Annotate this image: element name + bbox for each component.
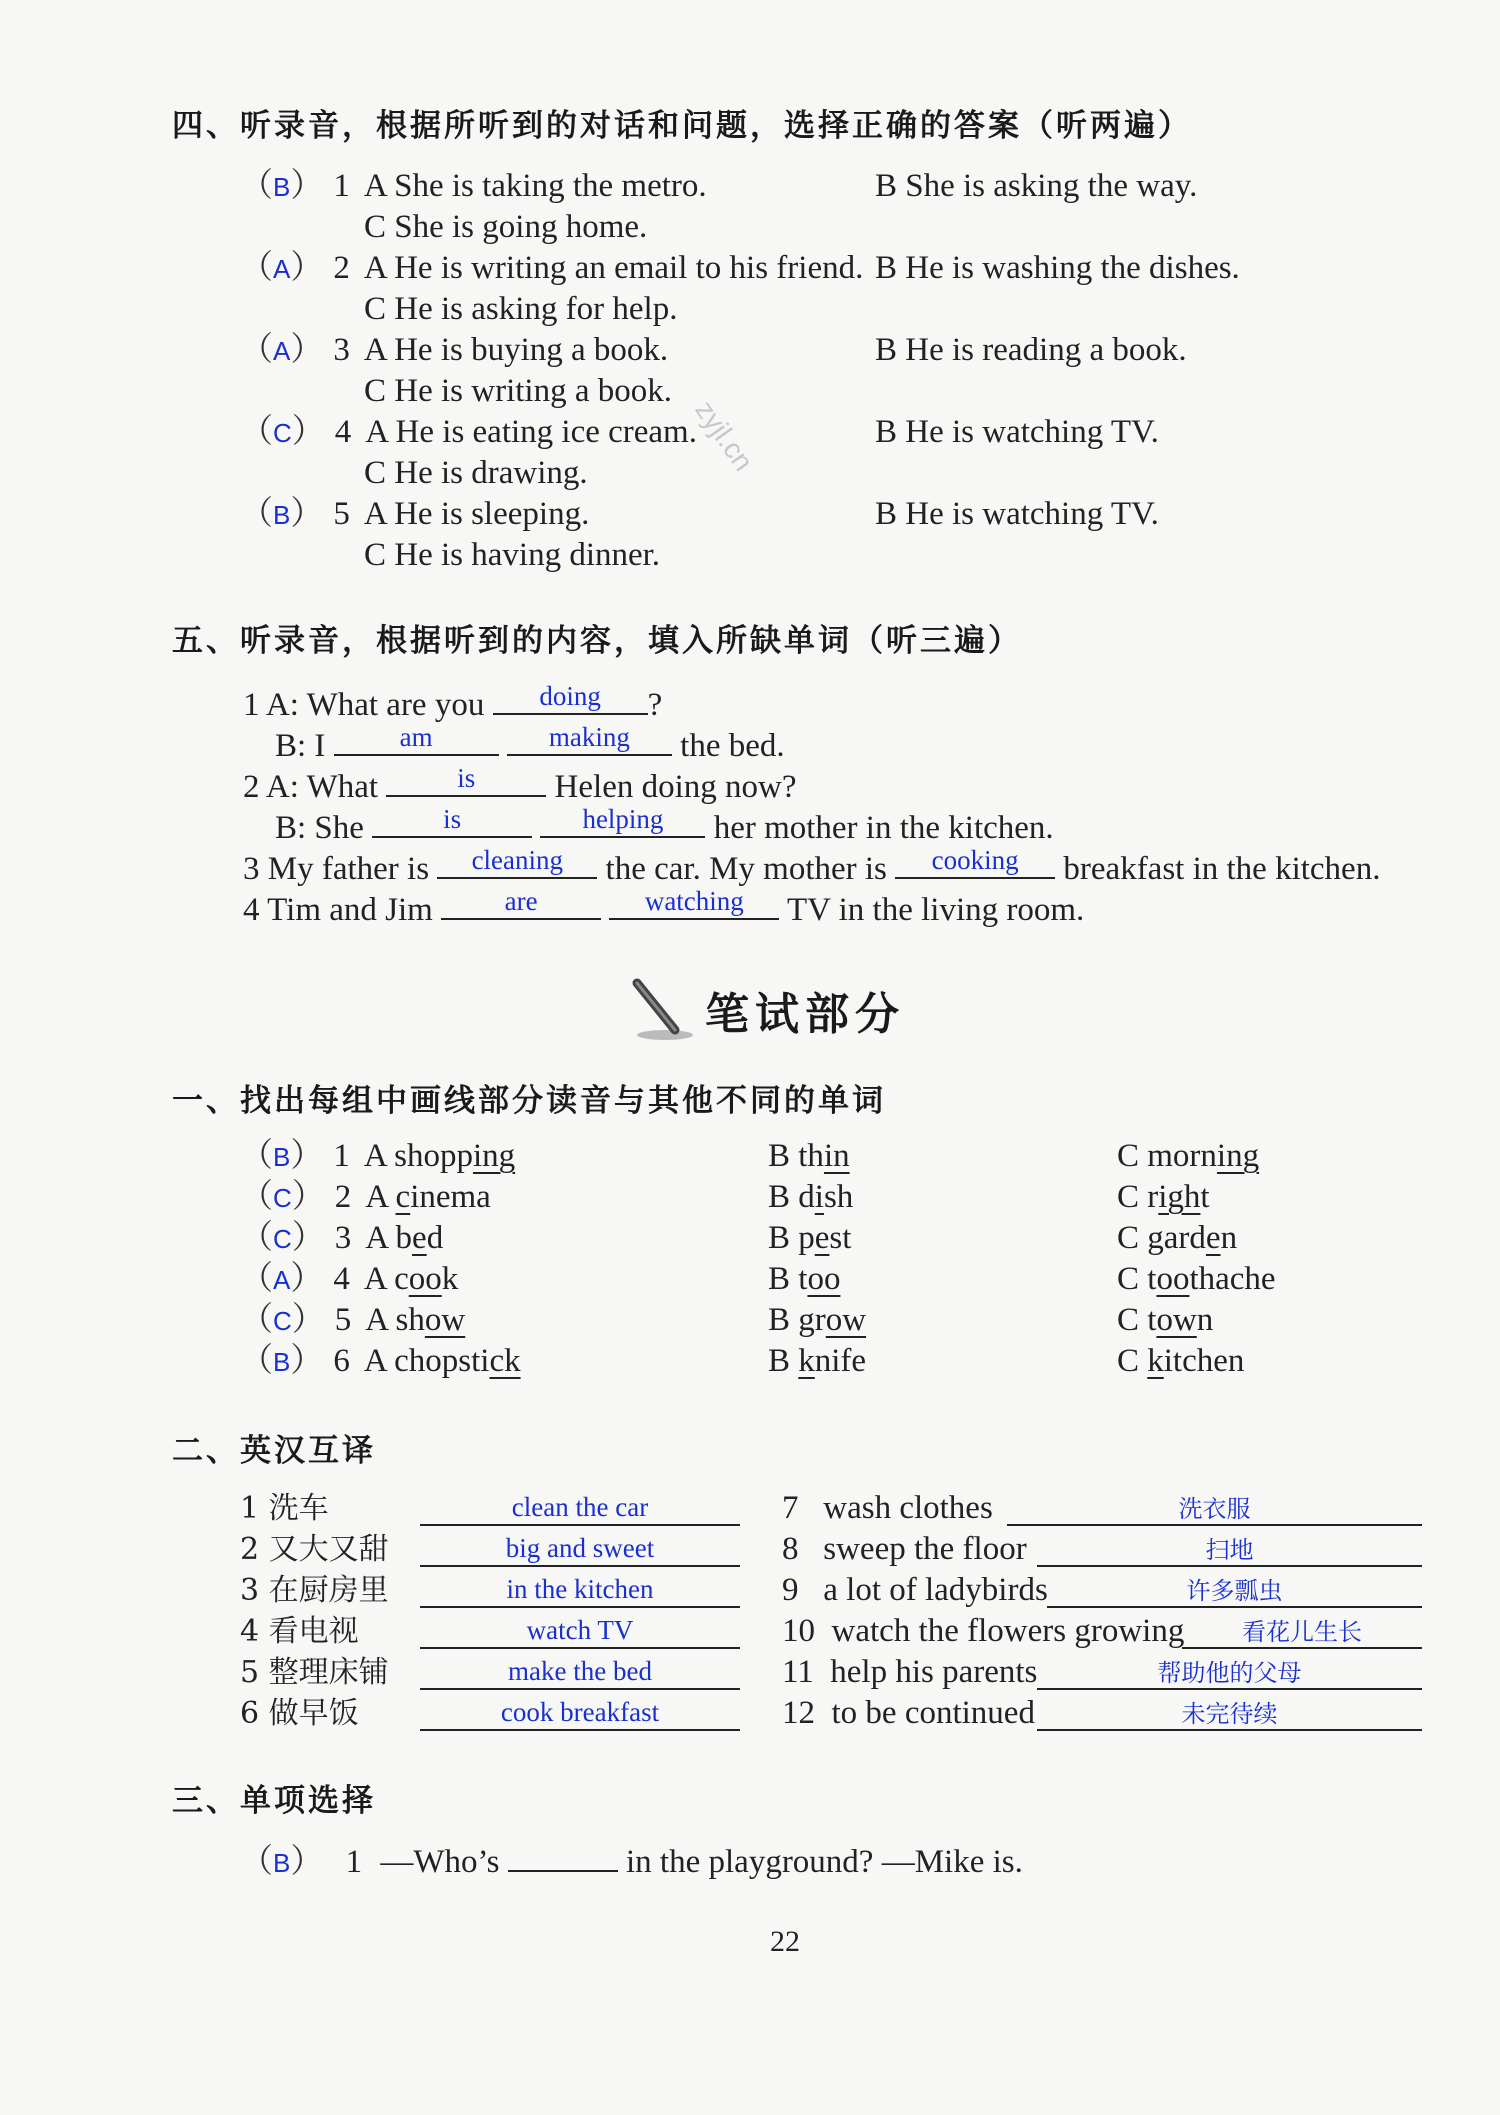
blank[interactable]: is xyxy=(386,765,546,797)
p1-question: （B） 1 A shopping xyxy=(240,1138,516,1174)
blank[interactable]: 许多瓢虫 xyxy=(1047,1576,1422,1608)
blank[interactable]: cook breakfast xyxy=(420,1699,740,1731)
option-b: B He is watching TV. xyxy=(875,414,1159,450)
answer-mark: B xyxy=(273,1142,291,1172)
option-b: B too xyxy=(768,1261,841,1297)
blank[interactable]: big and sweet xyxy=(420,1535,740,1567)
option-c: C morning xyxy=(1117,1138,1260,1174)
option-b: B He is watching TV. xyxy=(875,496,1159,532)
blank[interactable]: cleaning xyxy=(437,847,597,879)
blank[interactable] xyxy=(508,1840,618,1872)
written-part-title: 笔试部分 xyxy=(625,975,905,1045)
option-a: A cook xyxy=(363,1261,459,1297)
blank[interactable]: in the kitchen xyxy=(420,1576,740,1608)
p1-question: （B） 6 A chopstick xyxy=(240,1343,521,1379)
s4-question: （B） 5 A He is sleeping. xyxy=(240,496,590,532)
p1-question: （A） 4 A cook xyxy=(240,1261,459,1297)
watermark: zyjl.cn xyxy=(689,394,760,477)
option-a: A He is buying a book. xyxy=(363,332,669,368)
blank[interactable]: watch TV xyxy=(420,1617,740,1649)
blank[interactable]: is xyxy=(372,806,532,838)
blank[interactable]: make the bed xyxy=(420,1658,740,1690)
s5-line-3: 3 My father is cleaning the car. My mother is cooking breakfast in the kitchen. xyxy=(243,845,1381,887)
answer-mark: A xyxy=(273,1265,291,1295)
option-a: A chopstick xyxy=(363,1343,521,1379)
part-2-heading: 二、英汉互译 xyxy=(172,1433,376,1469)
option-c: C He is writing a book. xyxy=(364,373,672,409)
translation-item-left: 3 在厨房里 in the kitchen xyxy=(240,1574,740,1607)
part-3-heading: 三、单项选择 xyxy=(172,1783,376,1819)
answer-mark: C xyxy=(273,418,292,448)
answer-mark: C xyxy=(273,1306,292,1336)
blank[interactable]: 扫地 xyxy=(1037,1535,1422,1567)
s4-question: （A） 2 A He is writing an email to his friend. xyxy=(240,250,864,286)
translation-item-left: 4 看电视 watch TV xyxy=(240,1615,740,1648)
translation-item-right: 11 help his parents 帮助他的父母 xyxy=(782,1656,1422,1689)
answer-mark: A xyxy=(273,254,291,284)
translation-item-left: 2 又大又甜 big and sweet xyxy=(240,1533,740,1566)
answer-mark: C xyxy=(273,1183,292,1213)
translation-item-right: 10 watch the flowers growing 看花儿生长 xyxy=(782,1615,1422,1648)
translation-item-right: 12 to be continued 未完待续 xyxy=(782,1697,1422,1730)
option-a: A show xyxy=(365,1302,466,1338)
option-b: B She is asking the way. xyxy=(875,168,1198,204)
option-c: C town xyxy=(1117,1302,1214,1338)
option-c: C He is having dinner. xyxy=(364,537,661,573)
translation-item-left: 1 洗车 clean the car xyxy=(240,1492,740,1525)
p1-question: （C） 5 A show xyxy=(240,1302,466,1338)
option-b: B dish xyxy=(768,1179,854,1215)
option-b: B pest xyxy=(768,1220,852,1256)
answer-mark: C xyxy=(273,1224,292,1254)
option-b: B He is washing the dishes. xyxy=(875,250,1240,286)
s4-question: （B） 1 A She is taking the metro. xyxy=(240,168,707,204)
translation-item-left: 6 做早饭 cook breakfast xyxy=(240,1697,740,1730)
option-a: A He is eating ice cream. xyxy=(365,414,697,450)
section-4-heading: 四、听录音，根据所听到的对话和问题，选择正确的答案（听两遍） xyxy=(172,108,1192,144)
blank[interactable]: helping xyxy=(540,806,705,838)
option-b: B grow xyxy=(768,1302,867,1338)
option-c: C toothache xyxy=(1117,1261,1276,1297)
section-5-heading: 五、听录音，根据听到的内容，填入所缺单词（听三遍） xyxy=(172,623,1022,659)
blank[interactable]: clean the car xyxy=(420,1494,740,1526)
option-b: B thin xyxy=(768,1138,850,1174)
blank[interactable]: am xyxy=(334,724,499,756)
option-a: A She is taking the metro. xyxy=(363,168,707,204)
blank[interactable]: 帮助他的父母 xyxy=(1037,1658,1422,1690)
option-a: A shopping xyxy=(363,1138,516,1174)
option-a: A cinema xyxy=(365,1179,491,1215)
s5-line-2b: B: She is helping her mother in the kitchen. xyxy=(275,804,1054,846)
blank[interactable]: watching xyxy=(609,888,779,920)
s5-line-2a: 2 A: What is Helen doing now? xyxy=(243,763,797,805)
option-c: C garden xyxy=(1117,1220,1238,1256)
option-c: C He is asking for help. xyxy=(364,291,678,327)
p1-question: （C） 3 A bed xyxy=(240,1220,444,1256)
p1-question: （C） 2 A cinema xyxy=(240,1179,491,1215)
pen-icon xyxy=(625,975,695,1045)
option-a: A He is writing an email to his friend. xyxy=(363,250,864,286)
s5-line-1b: B: I am making the bed. xyxy=(275,722,785,764)
translation-item-right: 8 sweep the floor 扫地 xyxy=(782,1533,1422,1566)
option-a: A He is sleeping. xyxy=(363,496,590,532)
answer-mark: B xyxy=(273,172,291,202)
part-3-question-1: （B） 1 —Who’s in the playground? —Mike is. xyxy=(240,1840,1023,1879)
blank[interactable]: 看花儿生长 xyxy=(1182,1617,1422,1649)
blank[interactable]: cooking xyxy=(895,847,1055,879)
translation-item-right: 7 wash clothes 洗衣服 xyxy=(782,1492,1422,1525)
option-b: B He is reading a book. xyxy=(875,332,1187,368)
translation-item-left: 5 整理床铺 make the bed xyxy=(240,1656,740,1689)
option-c: C She is going home. xyxy=(364,209,648,245)
answer-mark: B xyxy=(273,500,291,530)
page-number: 22 xyxy=(770,1925,800,1958)
s5-line-1a: 1 A: What are you doing ? xyxy=(243,681,663,723)
s4-question: （C） 4 A He is eating ice cream. xyxy=(240,414,697,450)
option-b: B knife xyxy=(768,1343,867,1379)
answer-mark: A xyxy=(273,336,291,366)
blank[interactable]: 洗衣服 xyxy=(1007,1494,1422,1526)
translation-item-right: 9 a lot of ladybirds 许多瓢虫 xyxy=(782,1574,1422,1607)
option-a: A bed xyxy=(365,1220,444,1256)
s4-question: （A） 3 A He is buying a book. xyxy=(240,332,669,368)
option-c: C He is drawing. xyxy=(364,455,588,491)
option-c: C kitchen xyxy=(1117,1343,1245,1379)
s5-line-4: 4 Tim and Jim are watching TV in the living room. xyxy=(243,886,1085,928)
option-c: C right xyxy=(1117,1179,1210,1215)
blank[interactable]: are xyxy=(441,888,601,920)
answer-mark: B xyxy=(273,1347,291,1377)
blank[interactable]: 未完待续 xyxy=(1037,1699,1422,1731)
blank[interactable]: doing xyxy=(493,683,648,715)
blank[interactable]: making xyxy=(507,724,672,756)
part-1-heading: 一、找出每组中画线部分读音与其他不同的单词 xyxy=(172,1083,886,1119)
